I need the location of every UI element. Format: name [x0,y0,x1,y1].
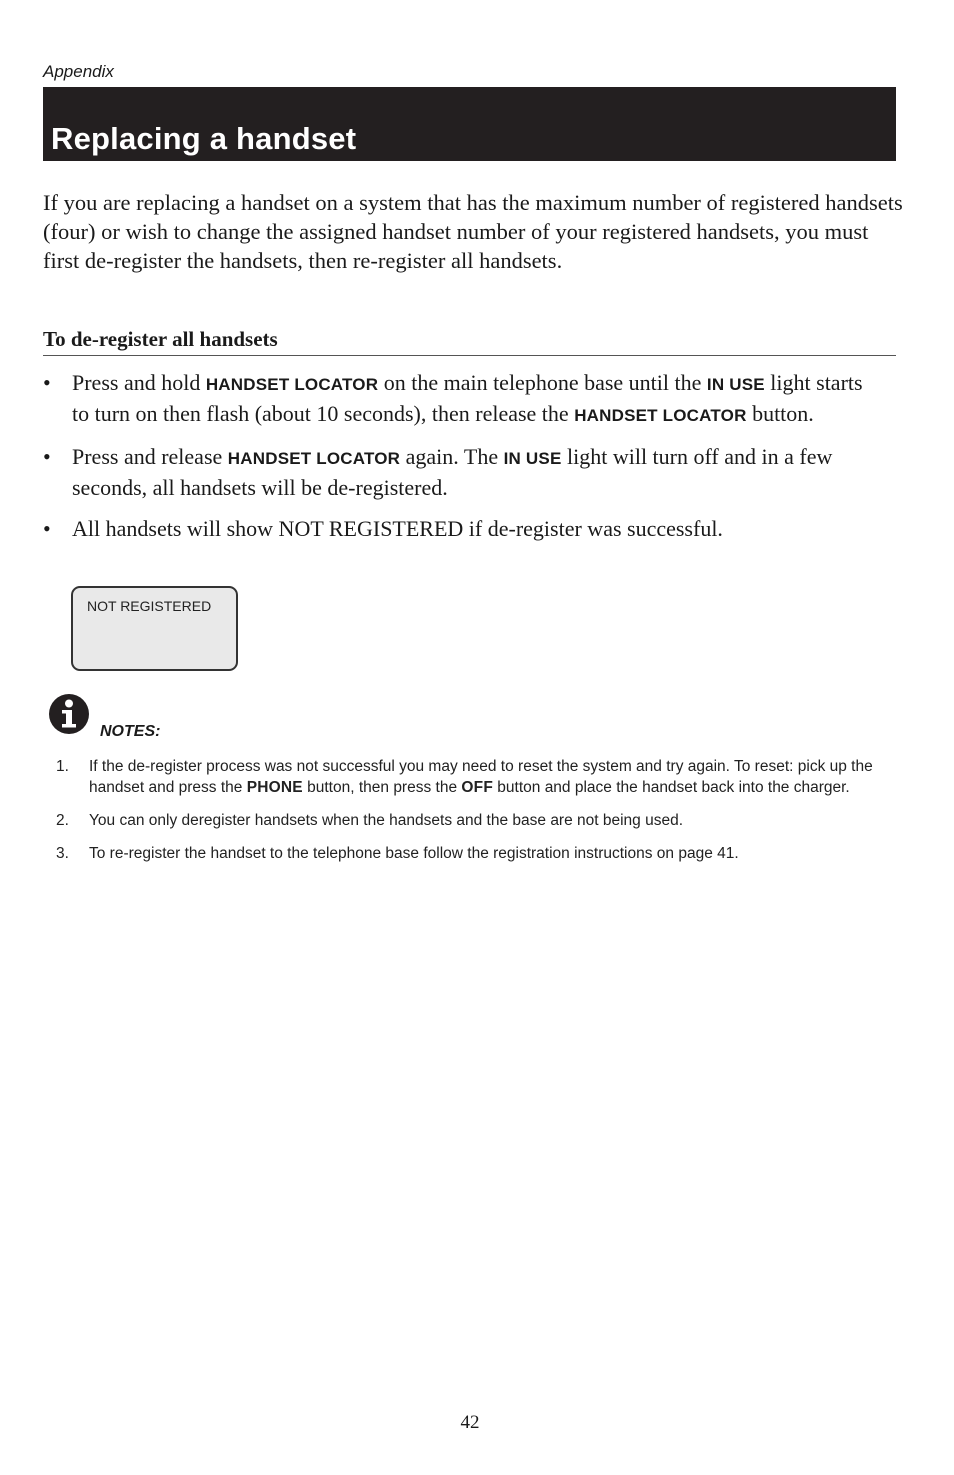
section-label: Appendix [43,62,114,81]
instruction-item [43,514,883,543]
bullet-mark: • [43,444,51,469]
instruction-text: on the main telephone base until the [378,370,707,395]
subheading: To de-register all handsets [43,327,896,356]
screen-text: NOT REGISTERED [87,598,212,614]
bullet-mark: • [43,516,51,541]
notes-label: NOTES: [100,723,161,740]
note-number: 1. [56,758,69,775]
key-label: HANDSET LOCATOR [227,449,401,468]
info-icon [48,693,90,735]
key-label: PHONE [246,779,303,796]
key-label: OFF [461,779,493,796]
title-bar [43,87,896,161]
instruction-text: All handsets will show NOT REGISTERED if de-register was successful. [72,516,723,541]
note-text: You can only deregister handsets when the handsets and the base are not being used. [89,812,684,829]
note-number: 3. [56,845,69,862]
instruction-item [43,442,883,502]
instruction-item [43,368,883,430]
instruction-text: Press and release [72,444,228,469]
notes-list [56,756,896,876]
instruction-text: button. [746,401,814,426]
instruction-text: light starts to turn on then flash (about 10 seconds), then release the [72,370,863,426]
bullet-mark: • [43,370,51,395]
instruction-text: again. The [400,444,504,469]
page-number: 42 [460,1412,480,1433]
key-label: IN USE [503,449,562,468]
note-item [56,756,896,798]
note-item [56,843,896,864]
page-title: Replacing a handset [51,121,357,156]
key-label: HANDSET LOCATOR [205,375,379,394]
instruction-list [43,368,883,555]
instruction-text: light will turn off and in a few seconds, all handsets will be de-registered. [72,444,833,500]
note-item [56,810,896,831]
handset-screen [71,586,238,671]
note-number: 2. [56,812,69,829]
note-text: To re-register the handset to the telephone base follow the registration instructions on page 41. [89,845,739,862]
instruction-text: Press and hold [72,370,206,395]
note-text: button, then press the [302,779,462,796]
note-text: button and place the handset back into the charger. [492,779,850,796]
intro-paragraph: If you are replacing a handset on a system that has the maximum number of registered handsets (four) or wish to change the assigned handset number of your registered handsets, you must first de-register the handsets, then re-register all handsets. [43,190,903,273]
key-label: IN USE [706,375,765,394]
note-text: If the de-register process was not successful you may need to reset the system and try again. To reset: pick up the handset and press the [89,758,873,796]
key-label: HANDSET LOCATOR [574,406,747,425]
